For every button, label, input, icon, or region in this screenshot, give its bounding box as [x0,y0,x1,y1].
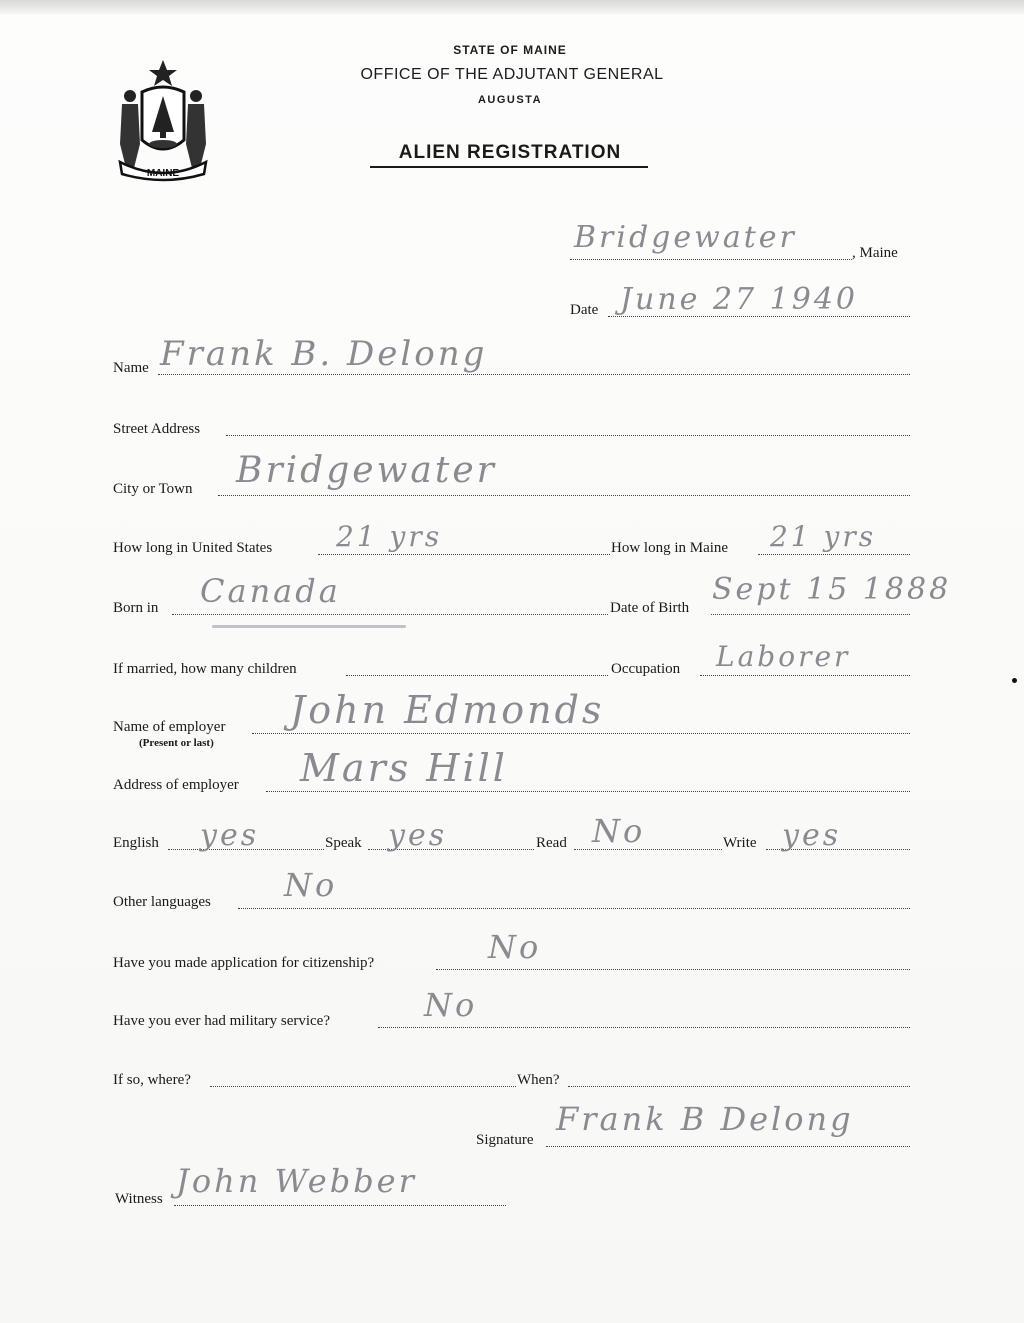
city-field[interactable] [218,495,910,496]
date-of-birth-field[interactable] [711,614,910,615]
years-maine-label: How long in Maine [611,540,729,556]
military-value: No [424,986,478,1024]
signature-label: Signature [476,1132,534,1148]
years-maine-value: 21 yrs [770,520,877,553]
read-label: Read [536,835,567,851]
street-address-label: Street Address [113,421,201,437]
occupation-value: Laborer [716,640,851,673]
when-label: When? [517,1072,560,1088]
years-maine-field[interactable] [758,554,910,555]
place-value: Bridgewater [574,220,797,255]
employer-field[interactable] [252,733,910,734]
military-label: Have you ever had military service? [113,1013,330,1029]
write-value: yes [782,818,842,853]
witness-value: John Webber [176,1162,417,1200]
other-languages-field[interactable] [238,908,910,909]
where-label: If so, where? [113,1072,191,1088]
citizenship-label: Have you made application for citizenship? [113,955,375,971]
city-label: City or Town [113,481,193,497]
name-field[interactable] [158,374,910,375]
write-label: Write [723,835,757,851]
children-label: If married, how many children [113,661,297,677]
date-value: June 27 1940 [620,282,859,317]
title-underline [370,166,648,168]
speak-label: Speak [325,835,362,851]
form-title: ALIEN REGISTRATION [398,142,622,163]
read-value: No [592,812,646,850]
place-field[interactable] [570,259,852,260]
signature-field[interactable] [546,1146,910,1147]
citizenship-value: No [488,928,542,966]
other-languages-label: Other languages [113,894,211,910]
born-in-label: Born in [113,600,159,616]
witness-field[interactable] [174,1205,506,1206]
english-value: yes [200,818,260,853]
other-languages-value: No [284,866,338,904]
name-value: Frank B. Delong [160,334,488,374]
when-field[interactable] [568,1086,910,1087]
employer-address-label: Address of employer [113,777,239,793]
witness-label: Witness [115,1191,163,1207]
employer-value: John Edmonds [290,688,605,732]
employer-address-field[interactable] [266,791,910,792]
scan-top-edge [0,0,1024,14]
date-label: Date [570,302,599,318]
pencil-underline [212,625,406,628]
svg-text:MAINE: MAINE [146,168,180,179]
children-field[interactable] [346,675,608,676]
street-address-field[interactable] [226,435,910,436]
date-of-birth-value: Sept 15 1888 [712,572,952,607]
city-heading: AUGUSTA [477,94,543,106]
occupation-field[interactable] [700,675,910,676]
occupation-label: Occupation [611,661,681,677]
employer-note: (Present or last) [139,737,214,749]
born-in-value: Canada [200,572,341,610]
citizenship-field[interactable] [436,969,910,970]
state-heading: STATE OF MAINE [453,43,567,57]
years-us-label: How long in United States [113,540,273,556]
english-label: English [113,835,159,851]
name-label: Name [113,360,149,376]
state-suffix: , Maine [852,245,898,261]
employer-label: Name of employer [113,719,226,735]
date-of-birth-label: Date of Birth [610,600,690,616]
years-us-field[interactable] [318,554,610,555]
born-in-field[interactable] [172,614,608,615]
employer-address-value: Mars Hill [300,746,508,790]
city-value: Bridgewater [236,450,497,491]
years-us-value: 21 yrs [336,520,443,553]
ink-dot [1012,678,1017,683]
signature-value: Frank B Delong [556,1100,854,1138]
where-field[interactable] [210,1086,516,1087]
military-field[interactable] [378,1027,910,1028]
office-heading: OFFICE OF THE ADJUTANT GENERAL [360,66,664,83]
speak-value: yes [388,818,448,853]
